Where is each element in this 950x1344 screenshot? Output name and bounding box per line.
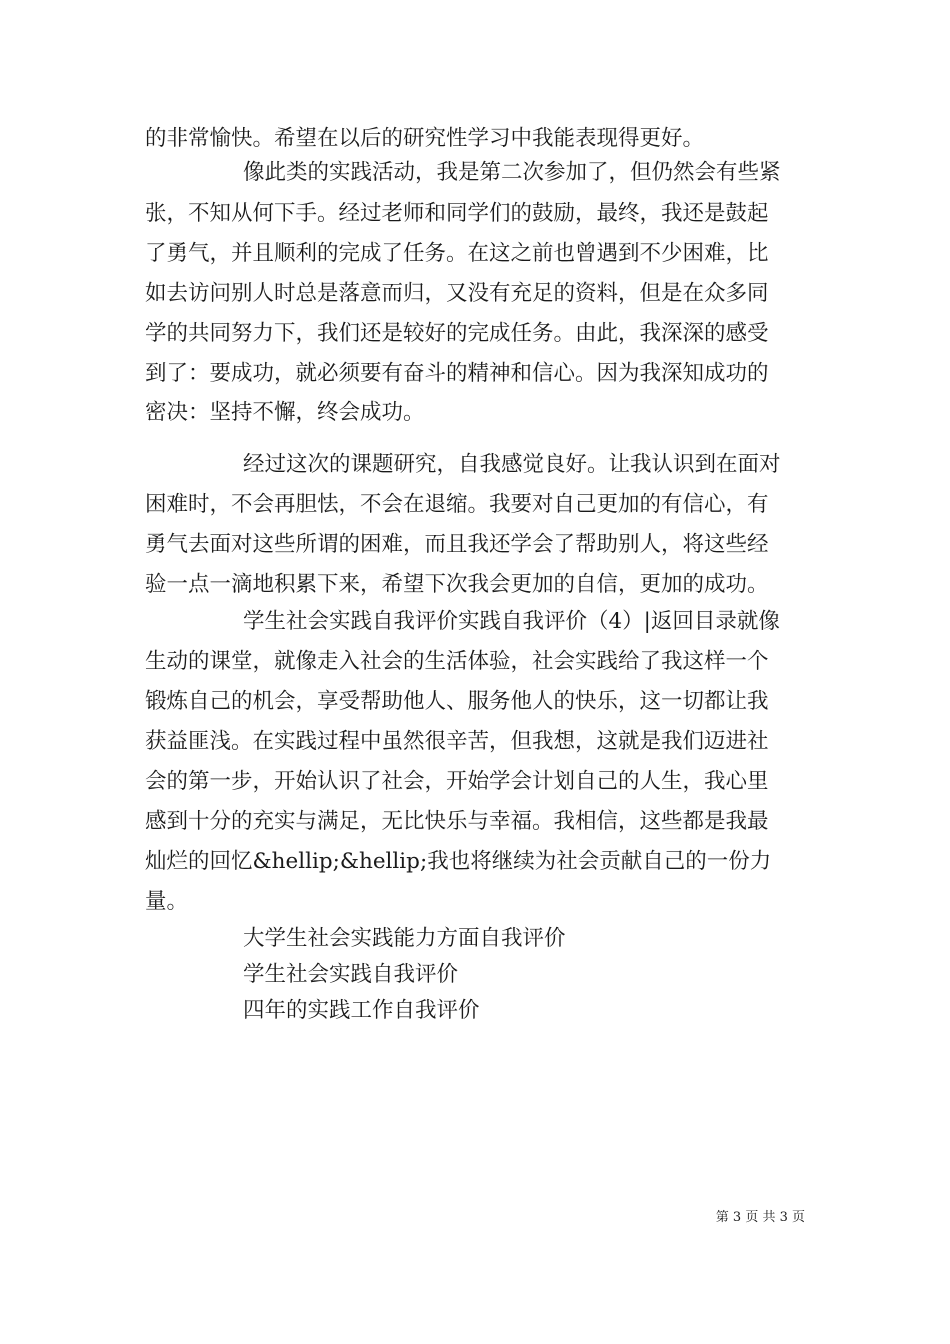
text-line: 获益匪浅。在实践过程中虽然很辛苦，但我想，这就是我们迈进社 <box>145 729 769 754</box>
text-line: 灿烂的回忆&hellip;&hellip;我也将继续为社会贡献自己的一份力 <box>145 849 772 874</box>
text-line: 学生社会实践自我评价实践自我评价（4）|返回目录就像 <box>243 609 780 634</box>
text-line: 了勇气，并且顺利的完成了任务。在这之前也曾遇到不少困难，比 <box>145 241 769 266</box>
text-line: 生动的课堂，就像走入社会的生活体验，社会实践给了我这样一个 <box>145 649 769 674</box>
text-line: 学的共同努力下，我们还是较好的完成任务。由此，我深深的感受 <box>145 321 769 346</box>
related-link[interactable]: 四年的实践工作自我评价 <box>243 998 480 1023</box>
text-line: 勇气去面对这些所谓的困难，而且我还学会了帮助别人，将这些经 <box>145 532 769 557</box>
text-line: 会的第一步，开始认识了社会，开始学会计划自己的人生，我心里 <box>145 769 769 794</box>
text-line: 验一点一滴地积累下来，希望下次我会更加的自信，更加的成功。 <box>145 572 769 597</box>
text-line: 到了：要成功，就必须要有奋斗的精神和信心。因为我深知成功的 <box>145 361 769 386</box>
page-number: 第 3 页 共 3 页 <box>715 1210 805 1225</box>
text-line: 张，不知从何下手。经过老师和同学们的鼓励，最终，我还是鼓起 <box>145 201 769 226</box>
text-line: 如去访问别人时总是落意而归，又没有充足的资料，但是在众多同 <box>145 281 769 306</box>
text-line: 经过这次的课题研究，自我感觉良好。让我认识到在面对 <box>243 452 781 477</box>
text-line: 量。 <box>145 889 189 914</box>
text-line: 感到十分的充实与满足，无比快乐与幸福。我相信，这些都是我最 <box>145 809 769 834</box>
text-line: 的非常愉快。希望在以后的研究性学习中我能表现得更好。 <box>145 126 705 151</box>
text-line: 密决：坚持不懈，终会成功。 <box>145 400 425 425</box>
text-line: 困难时，不会再胆怯，不会在退缩。我要对自己更加的有信心，有 <box>145 492 769 517</box>
text-line: 锻炼自己的机会，享受帮助他人、服务他人的快乐，这一切都让我 <box>145 689 769 714</box>
related-link[interactable]: 大学生社会实践能力方面自我评价 <box>243 926 566 951</box>
related-link[interactable]: 学生社会实践自我评价 <box>243 962 459 987</box>
text-line: 像此类的实践活动，我是第二次参加了，但仍然会有些紧 <box>243 160 781 185</box>
